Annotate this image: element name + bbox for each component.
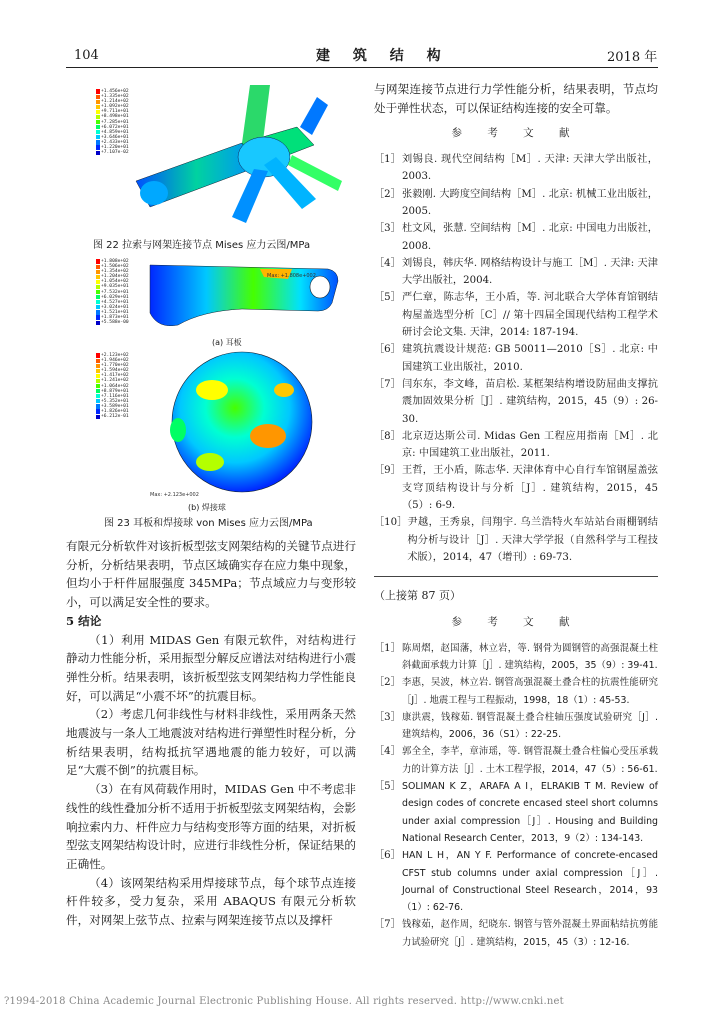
reference-item: ［1］ 陈周熠，赵国藩，林立岩，等. 钢骨为圆钢管的高强混凝土柱斜截面承载力计算［J］. 建筑结构，2005，35（9）: 39-41. <box>374 642 658 671</box>
reference-item: ［2］ 李惠，吴波，林立岩. 钢管高强混凝土叠合柱的抗震性能研究［J］. 地震工程与工程振动，1998，18（1）: 45-53. <box>374 677 658 706</box>
figure-23b-max-label: Max: +2.123e+002 <box>150 492 199 498</box>
reference-list <box>374 151 658 566</box>
figure-22-legend: +1.456e+02 +1.335e+02 +1.214e+02 +1.092e+02 +9.711e+01 +8.498e+01 +7.285e+01 +6.072e+01 +4.859e+01 +3.646e+01 +2.433e+01 +1.220e+01 +7.107e-02 <box>96 89 129 155</box>
reference-list-2 <box>374 640 658 951</box>
paragraph-node-analysis: 有限元分析软件对该折板型弦支网架结构的关键节点进行分析，分析结果表明，节点区域确实存在应力集中现象，但均小于杆件屈服强度 345MPa；节点域应力与变形较小，可以满足安全性的要求。 <box>66 539 356 610</box>
references-heading-2: 参 考 文 献 <box>451 615 581 628</box>
journal-year: 2018 年 <box>607 50 658 65</box>
figure-22-caption: 图 22 拉索与网架连接节点 Mises 应力云图/MPa <box>93 240 311 251</box>
figure-23b-image <box>92 350 350 500</box>
page-number: 104 <box>74 48 99 63</box>
continued-from-label: （上接第 87 页） <box>374 589 461 603</box>
figure-23a-max-label: Max: +1.808e+002 <box>267 273 316 279</box>
header-rule <box>66 67 658 68</box>
left-column <box>66 537 356 930</box>
right-column <box>374 80 658 951</box>
reference-item: ［9］ 王哲，王小盾，陈志华. 天津体育中心自行车馆钢屋盖弦支穹顶结构设计与分析［J］. 建筑结构，2015，45（5）: 6-9. <box>374 465 658 512</box>
reference-item: ［1］ 刘锡良. 现代空间结构［M］. 天津: 天津大学出版社，2003. <box>374 154 658 183</box>
conclusion-4: （4）该网架结构采用焊接球节点，每个球节点连接杆件较多，受力复杂，采用 ABAQUS 有限元分析软件，对网架上弦节点、拉索与网架连接节点以及撑杆 <box>66 875 356 928</box>
reference-item: ［6］ HAN L H，AN Y F. Performance of concrete-encased CFST stub columns under axial compression［J］. Journal of Constructional Steel Research，2014，93（1）: 62-76. <box>374 850 658 914</box>
figure-23b-legend: +2.123e+02 +1.946e+02 +1.770e+02 +1.594e+02 +1.417e+02 +1.241e+02 +1.064e+02 +8.879e+01 +7.116e+01 +5.352e+01 +3.589e+01 +1.826e+01 +6.212e-01 <box>96 353 129 419</box>
conclusion-1: （1）利用 MIDAS Gen 有限元软件，对结构进行静动力性能分析，采用振型分解反应谱法对结构进行小震弹性分析。结果表明，该折板型弦支网架结构力学性能良好，可以满足“小震不坏”的抗震目标。 <box>66 632 356 703</box>
reference-item: ［6］ 建筑抗震设计规范: GB 50011—2010［S］. 北京: 中国建筑工业出版社，2010. <box>374 344 658 373</box>
reference-item: ［8］ 北京迈达斯公司. Midas Gen 工程应用指南［M］. 北京: 中国建筑工业出版社，2011. <box>374 430 658 460</box>
reference-item: ［3］ 康洪震，钱稼茹. 钢管混凝土叠合柱轴压强度试验研究［J］. 建筑结构，2006，36（S1）: 22-25. <box>374 711 658 741</box>
figure-23a-legend: +1.808e+02 +1.506e+02 +1.354e+02 +1.204e+02 +1.054e+02 +9.035e+01 +7.532e+01 +6.029e+01 +4.527e+01 +3.024e+01 +1.521e+01 +1.873e+01 +5.588e-00 <box>96 259 129 325</box>
reference-item: ［7］ 闫东东，李文峰，苗启松. 某框架结构增设防屈曲支撑抗震加固效果分析［J］. 建筑结构，2015，45（9）: 26-30. <box>374 378 658 425</box>
section-heading-conclusion: 5 结论 <box>66 613 102 628</box>
reference-item: ［4］ 刘锡良，韩庆华. 网格结构设计与施工［M］. 天津: 天津大学出版社，2004. <box>374 257 658 287</box>
conclusion-3: （3）在有风荷载作用时，MIDAS Gen 中不考虑非线性的线性叠加分析不适用于折板型弦支网架结构，会影响拉索内力、杆件应力与结构变形等方面的结果，对折板型弦支网架结构设计时，应进行非线性分析，保证结果的正确性。 <box>66 782 356 871</box>
reference-item: ［10］ 尹越，王秀泉，闫翔宇. 乌兰浩特火车站站台雨棚钢结构分析与设计［J］. 天津大学学报（自然科学与工程技术版），2014，47（增刊）: 69-73. <box>374 517 658 563</box>
reference-item: ［4］ 郭全全，李芊，章沛瑶，等. 钢管混凝土叠合柱偏心受压承载力的计算方法［J］. 土木工程学报，2014，47（5）: 56-61. <box>374 746 658 775</box>
figure-23b-label: (b) 焊接球 <box>188 503 226 512</box>
copyright-footer: ?1994-2018 China Academic Journal Electronic Publishing House. All rights reserved. http://www.cnki.net <box>4 996 564 1007</box>
reference-item: ［3］ 杜文风，张慧. 空间结构［M］. 北京: 中国电力出版社，2008. <box>374 223 658 252</box>
section-divider <box>374 576 658 577</box>
reference-item: ［7］ 钱稼茹，赵作周，纪晓东. 钢管与管外混凝土界面粘结抗剪能力试验研究［J］. 建筑结构，2015，45（3）: 12-16. <box>374 919 658 948</box>
conclusion-2: （2）考虑几何非线性与材料非线性，采用两条天然地震波与一条人工地震波对结构进行弹塑性时程分析，分析结果表明，结构抵抗罕遇地震的能力较好，可以满足“大震不倒”的抗震目标。 <box>66 707 356 778</box>
reference-item: ［5］ 严仁章，陈志华，王小盾，等. 河北联合大学体育馆钢结构屋盖选型分析［C］// 第十四届全国现代结构工程学术研讨会论文集. 天津，2014: 187-194. <box>374 292 658 339</box>
figure-23a-image <box>92 255 350 335</box>
reference-item: ［5］ SOLIMAN K Z，ARAFA A I，ELRAKIB T M. Review of design codes of concrete encased steel short columns under axial compression［J］. Housing and Building National Research Center，2013，9（2）: 134-143. <box>374 781 658 844</box>
figure-23a-label: (a) 耳板 <box>212 338 242 347</box>
paragraph-continued: 与网架连接节点进行力学性能分析，结果表明，节点均处于弹性状态，可以保证结构连接的安全可靠。 <box>374 82 658 115</box>
figure-23-caption: 图 23 耳板和焊接球 von Mises 应力云图/MPa <box>104 518 313 529</box>
figure-22-image <box>92 85 350 230</box>
references-heading: 参 考 文 献 <box>451 127 581 140</box>
journal-title: 建 筑 结 构 <box>316 48 450 64</box>
reference-item: ［2］ 张毅刚. 大跨度空间结构［M］. 北京: 机械工业出版社，2005. <box>374 188 658 217</box>
